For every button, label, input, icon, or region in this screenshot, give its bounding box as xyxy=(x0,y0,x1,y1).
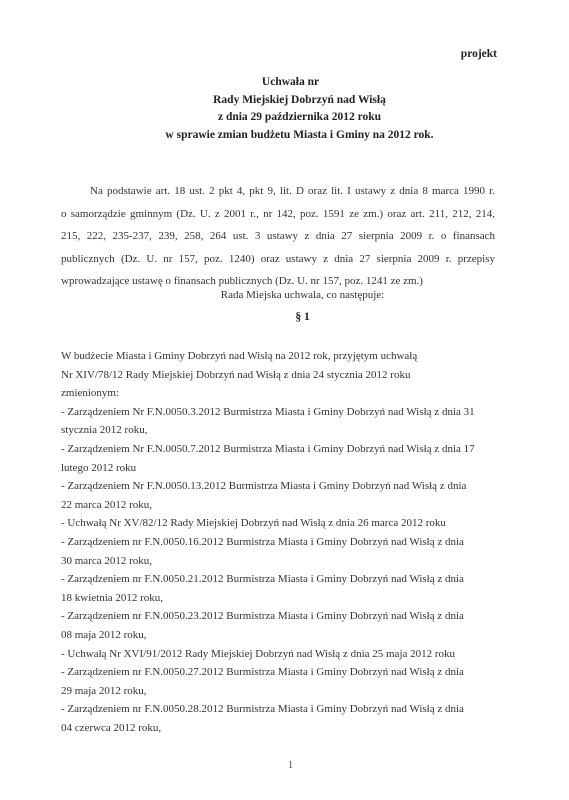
amendment-item xyxy=(61,477,501,514)
amendment-line: lutego 2012 roku xyxy=(61,461,137,474)
amendment-line: - Zarządzeniem nr F.N.0050.23.2012 Burmistrza Miasta i Gminy Dobrzyń nad Wisłą z dnia xyxy=(61,610,464,623)
paragraph-line: publicznych (Dz. U. nr 157, poz. 1240) oraz ustawy z dnia 27 sierpnia 2009 r. przepisy xyxy=(61,252,495,265)
amendment-line: 04 czerwca 2012 roku, xyxy=(61,721,162,734)
amendment-line: - Zarządzeniem Nr F.N.0050.3.2012 Burmistrza Miasta i Gminy Dobrzyń nad Wisłą z dnia 31 xyxy=(61,405,475,418)
legal-basis-paragraph xyxy=(61,180,495,293)
resolution-intro: Rada Miejska uchwala, co następuje: xyxy=(220,289,385,301)
amendment-line: - Uchwałą Nr XVI/91/2012 Rady Miejskiej Dobrzyń nad Wisłą z dnia 25 maja 2012 roku xyxy=(61,647,456,660)
body-line: W budżecie Miasta i Gminy Dobrzyń nad Wisłą na 2012 rok, przyjętym uchwałą xyxy=(61,350,418,362)
amendment-item xyxy=(61,663,501,700)
title-line: Rady Miejskiej Dobrzyń nad Wisłą xyxy=(213,93,386,106)
amendment-item xyxy=(61,514,501,533)
amendment-line: - Zarządzeniem nr F.N.0050.28.2012 Burmistrza Miasta i Gminy Dobrzyń nad Wisłą z dnia xyxy=(61,703,464,716)
amendment-line: - Zarządzeniem nr F.N.0050.16.2012 Burmistrza Miasta i Gminy Dobrzyń nad Wisłą z dnia xyxy=(61,535,464,548)
page-number: 1 xyxy=(288,760,293,771)
amendment-line: 22 marca 2012 roku, xyxy=(61,498,153,511)
amendment-item xyxy=(61,700,501,737)
paragraph-line: o samorządzie gminnym (Dz. U. z 2001 r., nr 142, poz. 1591 ze zm.) oraz art. 211, 212, 214, xyxy=(61,207,495,220)
amendment-line: 18 kwietnia 2012 roku, xyxy=(61,591,164,604)
amendment-line: stycznia 2012 roku, xyxy=(61,424,148,437)
amendment-item xyxy=(61,570,501,607)
amendment-list xyxy=(61,403,501,738)
resolution-title xyxy=(0,74,569,144)
amendment-item xyxy=(61,645,501,664)
amendment-line: - Zarządzeniem nr F.N.0050.27.2012 Burmistrza Miasta i Gminy Dobrzyń nad Wisłą z dnia xyxy=(61,666,464,679)
section-body xyxy=(61,347,501,737)
amendment-line: 29 maja 2012 roku, xyxy=(61,684,147,697)
draft-label: projekt xyxy=(460,48,497,60)
amendment-line: 08 maja 2012 roku, xyxy=(61,628,147,641)
amendment-line: - Zarządzeniem Nr F.N.0050.13.2012 Burmistrza Miasta i Gminy Dobrzyń nad Wisłą z dnia xyxy=(61,480,467,493)
amendment-item xyxy=(61,533,501,570)
amendment-line: - Zarządzeniem Nr F.N.0050.7.2012 Burmistrza Miasta i Gminy Dobrzyń nad Wisłą z dnia 17 xyxy=(61,442,475,455)
paragraph-line: 215, 222, 235-237, 239, 258, 264 ust. 3 ustawy z dnia 27 sierpnia 2009 r. o finansach xyxy=(61,230,495,243)
title-line: w sprawie zmian budżetu Miasta i Gminy na 2012 rok. xyxy=(165,128,434,141)
paragraph-line: Na podstawie art. 18 ust. 2 pkt 4, pkt 9, lit. D oraz lit. I ustawy z dnia 8 marca 1990 r. xyxy=(90,185,495,197)
amendment-line: 30 marca 2012 roku, xyxy=(61,554,153,567)
title-line: z dnia 29 października 2012 roku xyxy=(217,111,382,123)
amendment-item xyxy=(61,403,501,440)
body-line: Nr XIV/78/12 Rady Miejskiej Dobrzyń nad Wisłą z dnia 24 stycznia 2012 roku xyxy=(61,368,411,381)
section-sign: § 1 xyxy=(295,311,310,323)
amendment-item xyxy=(61,440,501,477)
title-line: Uchwała nr xyxy=(261,76,320,88)
amendment-line: - Uchwałą Nr XV/82/12 Rady Miejskiej Dobrzyń nad Wisłą z dnia 26 marca 2012 roku xyxy=(61,517,446,530)
amendment-line: - Zarządzeniem nr F.N.0050.21.2012 Burmistrza Miasta i Gminy Dobrzyń nad Wisłą z dnia xyxy=(61,573,464,586)
body-line: zmienionym: xyxy=(61,387,120,400)
amendment-item xyxy=(61,607,501,644)
paragraph-line: wprowadzające ustawę o finansach publicznych (Dz. U. nr 157, poz. 1241 ze zm.) xyxy=(61,275,423,288)
